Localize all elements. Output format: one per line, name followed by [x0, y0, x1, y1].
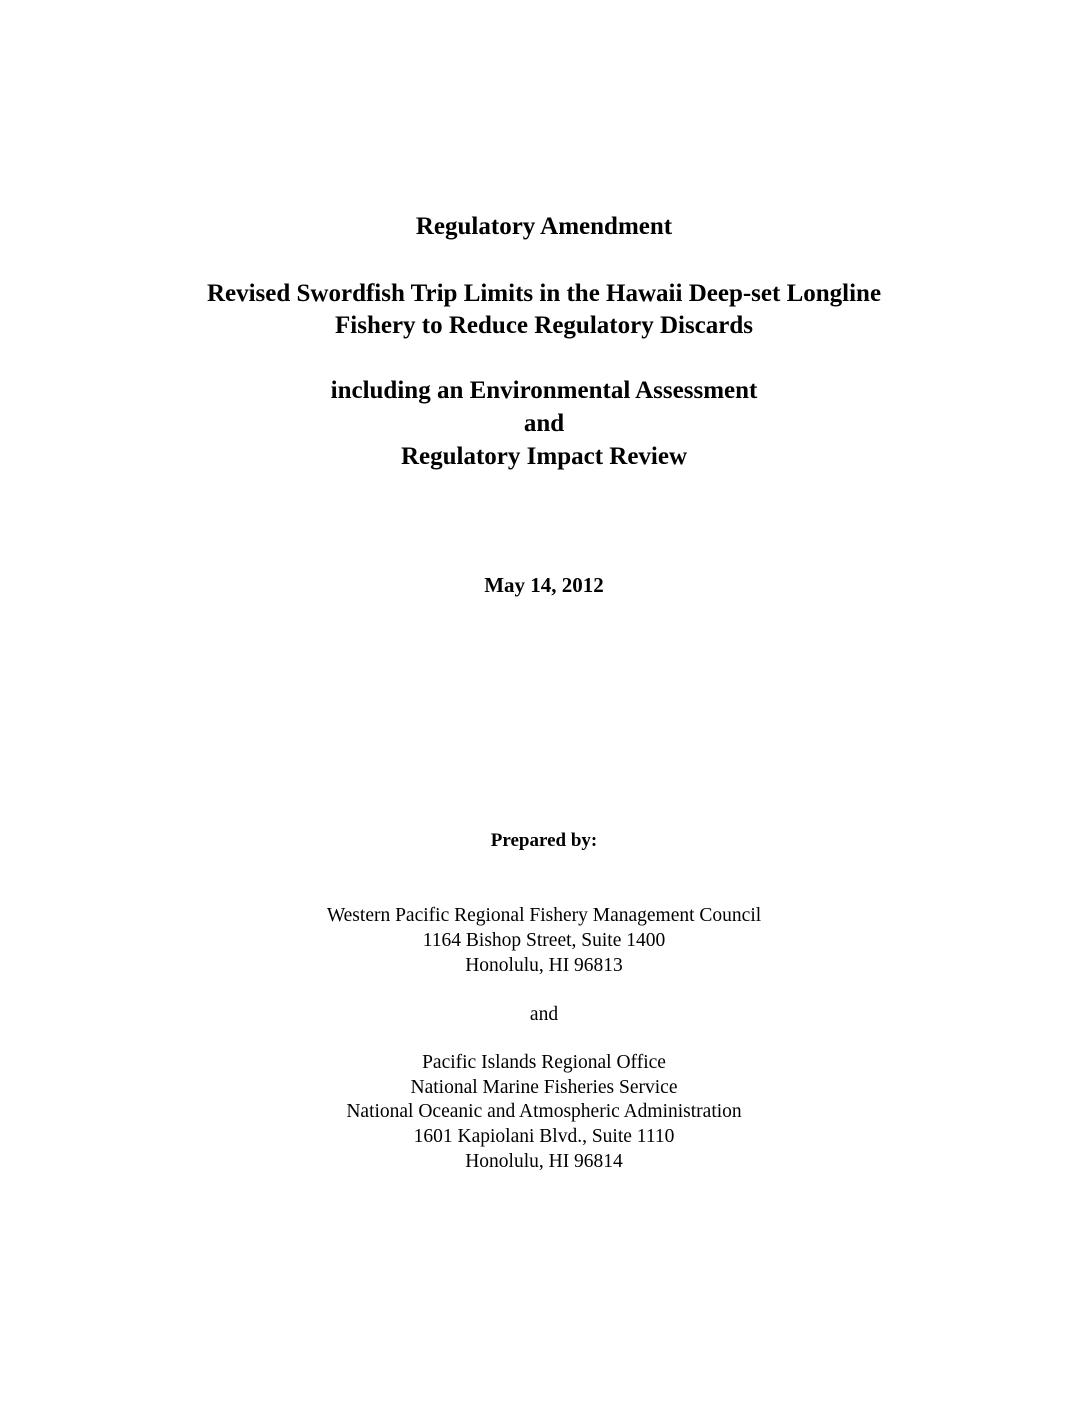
preparer-2-service: National Marine Fisheries Service: [410, 1077, 678, 1098]
including-line-3: Regulatory Impact Review: [400, 443, 688, 470]
preparer-2-address-1: 1601 Kapiolani Blvd., Suite 1110: [413, 1126, 675, 1147]
subtitle-line-2: Fishery to Reduce Regulatory Discards: [335, 312, 753, 339]
including-line-1: including an Environmental Assessment: [330, 377, 758, 404]
preparer-2-office: Pacific Islands Regional Office: [422, 1052, 666, 1073]
preparer-2-administration: National Oceanic and Atmospheric Administration: [346, 1101, 742, 1122]
including-line-2: and: [523, 410, 565, 437]
document-title: Regulatory Amendment: [415, 213, 673, 240]
preparer-2-address-2: Honolulu, HI 96814: [465, 1151, 623, 1172]
document-date: May 14, 2012: [484, 573, 604, 597]
prepared-by-label: Prepared by:: [490, 830, 598, 851]
preparer-1-address-1: 1164 Bishop Street, Suite 1400: [422, 930, 666, 951]
preparer-1-name: Western Pacific Regional Fishery Management Council: [326, 905, 762, 926]
preparer-1-address-2: Honolulu, HI 96813: [465, 955, 623, 976]
subtitle-line-1: Revised Swordfish Trip Limits in the Hawaii Deep-set Longline: [206, 280, 882, 307]
conjunction: and: [529, 1004, 559, 1025]
